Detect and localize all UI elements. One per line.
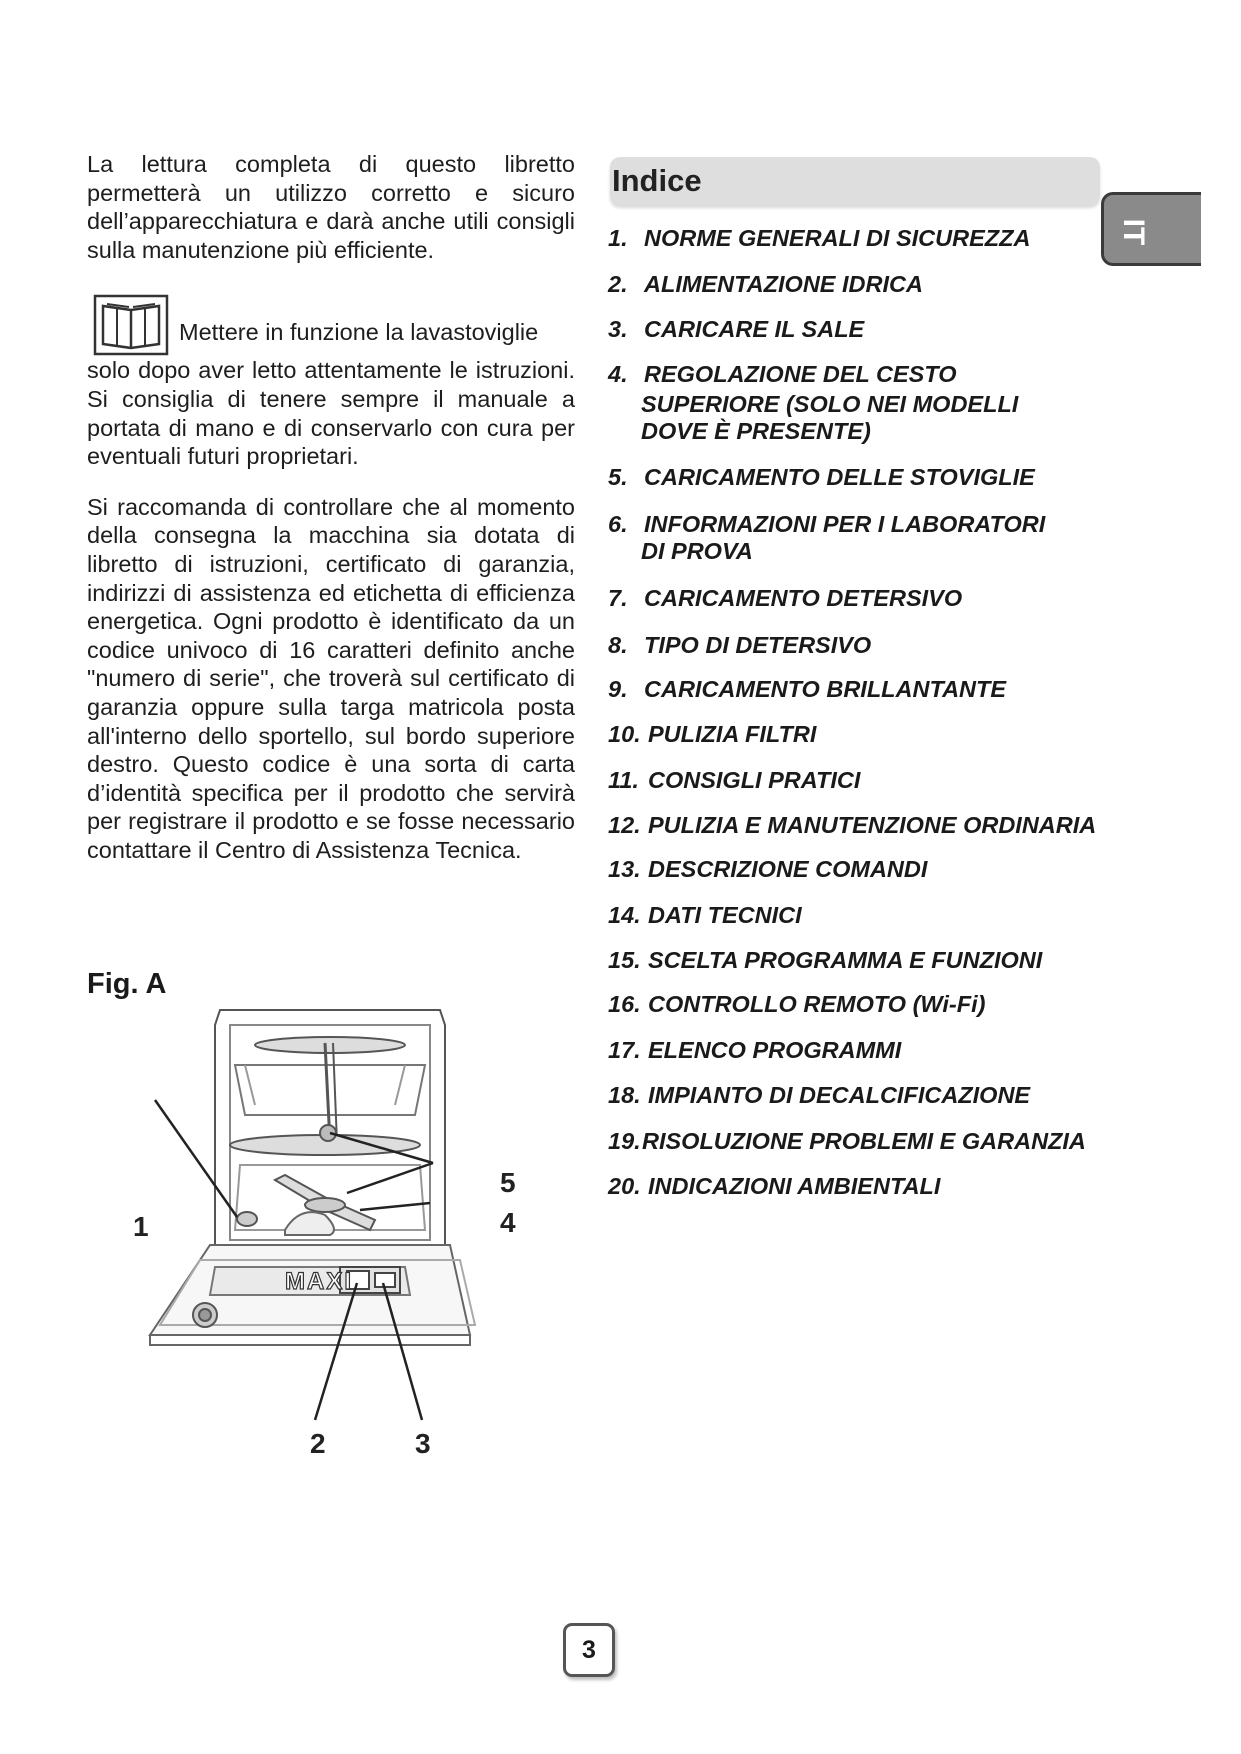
toc-item[interactable]: 3. CARICARE IL SALE: [608, 316, 865, 342]
toc-item[interactable]: 19.RISOLUZIONE PROBLEMI E GARANZIA: [608, 1128, 1086, 1154]
toc-item[interactable]: 15. SCELTA PROGRAMMA E FUNZIONI: [608, 947, 1043, 973]
intro-paragraph-reading: La lettura completa di questo libretto permetterà un utilizzo corretto e sicuro dell’apparecchiatura e darà anche utili consigli sulla manutenzione più efficiente.: [87, 151, 575, 263]
callout-4: 4: [500, 1207, 516, 1238]
toc-item[interactable]: 10. PULIZIA FILTRI: [608, 721, 817, 747]
callout-2: 2: [310, 1428, 326, 1459]
callout-3: 3: [415, 1428, 431, 1459]
dishwasher-diagram: [125, 1005, 535, 1485]
intro-paragraph-serial: Si raccomanda di controllare che al momento della consegna la macchina sia dotata di libretto di istruzioni, certificato di garanzia, indirizzi di assistenza ed etichetta di efficienza energetica. Ogni prodotto è identificato da un codice univoco di 16 caratteri definito anche "numero di serie", che troverà sul certificato di garanzia oppure sulla targa matricola posta all'interno dello sportello, sul bordo superiore destro. Questo codice è una sorta di carta d’identità specifica per il prodotto che servirà per registrare il prodotto e se fosse necessario contattare il Centro di Assistenza Tecnica.: [87, 493, 575, 863]
toc-item[interactable]: 1. NORME GENERALI DI SICUREZZA: [608, 225, 1031, 251]
toc-item[interactable]: 9. CARICAMENTO BRILLANTANTE: [608, 676, 1007, 702]
callout-5: 5: [500, 1167, 516, 1198]
toc-item[interactable]: 13. DESCRIZIONE COMANDI: [608, 856, 928, 882]
toc-item[interactable]: 20. INDICAZIONI AMBIENTALI: [608, 1173, 941, 1199]
toc-item[interactable]: 18. IMPIANTO DI DECALCIFICAZIONE: [608, 1082, 1031, 1108]
callout-1: 1: [133, 1211, 149, 1242]
top-spray-arm: [255, 1037, 405, 1053]
toc-item[interactable]: 4. REGOLAZIONE DEL CESTO SUPERIORE (SOLO NEI MODELLI DOVE È PRESENTE): [608, 361, 1019, 444]
toc-item[interactable]: 16. CONTROLLO REMOTO (Wi-Fi): [608, 991, 986, 1017]
page-number: 3: [563, 1623, 615, 1677]
manual-notice-first-line: Mettere in funzione la lavastoviglie: [179, 319, 539, 346]
index-title: Indice: [612, 163, 702, 198]
manual-notice-text: solo dopo aver letto attentamente le istruzioni. Si consiglia di tenere sempre il manuale a portata di mano e di conservarlo con cura per eventuali futuri proprietari.: [87, 357, 575, 470]
toc-item[interactable]: 17. ELENCO PROGRAMMI: [608, 1037, 902, 1063]
toc-item[interactable]: 2. ALIMENTAZIONE IDRICA: [608, 271, 923, 297]
language-tab-label: IT: [1117, 218, 1150, 246]
toc-item[interactable]: 11. CONSIGLI PRATICI: [608, 767, 861, 793]
toc-item[interactable]: 14. DATI TECNICI: [608, 902, 802, 928]
brand-label: MAXI: [285, 1268, 353, 1295]
upper-basket: [235, 1065, 425, 1115]
toc-item[interactable]: 6. INFORMAZIONI PER I LABORATORI DI PROVA: [608, 511, 1046, 564]
toc-item[interactable]: 5. CARICAMENTO DELLE STOVIGLIE: [608, 464, 1035, 490]
figure-title: Fig. A: [87, 968, 167, 1000]
toc-item[interactable]: 8. TIPO DI DETERSIVO: [608, 632, 872, 658]
intro-column: [87, 150, 575, 864]
open-book-icon: [93, 294, 169, 356]
salt-reservoir-cap: [237, 1212, 257, 1226]
toc-item[interactable]: 12. PULIZIA E MANUTENZIONE ORDINARIA: [608, 812, 1097, 838]
toc-item[interactable]: 7. CARICAMENTO DETERSIVO: [608, 585, 963, 611]
manual-notice: [87, 306, 575, 470]
